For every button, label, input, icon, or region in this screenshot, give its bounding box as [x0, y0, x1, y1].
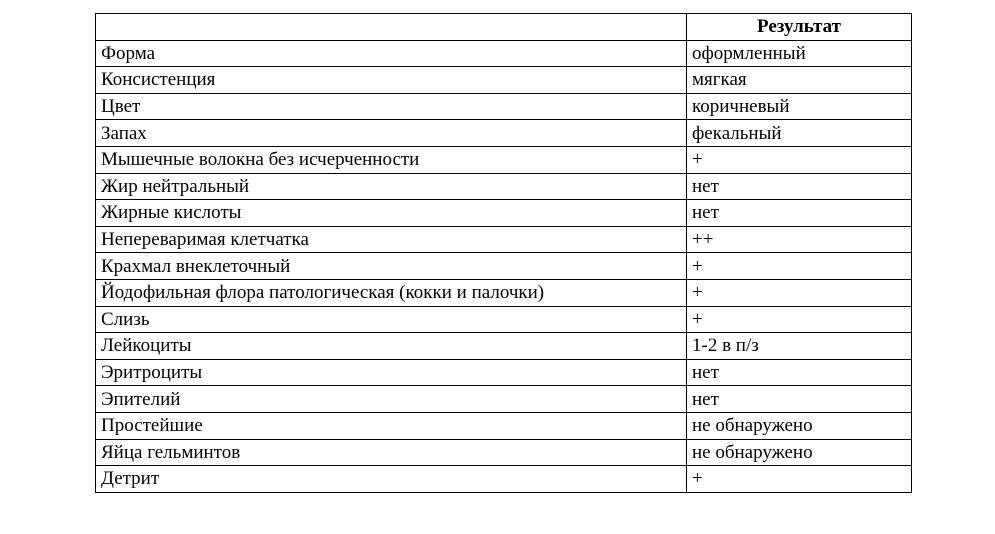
table-row: [96, 466, 912, 493]
parameter-column-header: [96, 14, 687, 41]
table-row: [96, 253, 912, 280]
value-cell: нет: [687, 200, 912, 227]
value-cell: нет: [687, 386, 912, 413]
parameter-cell: Жирные кислоты: [96, 200, 687, 227]
table-row: [96, 226, 912, 253]
table-row: [96, 40, 912, 67]
parameter-cell: Жир нейтральный: [96, 173, 687, 200]
table-row: [96, 386, 912, 413]
parameter-cell: Эпителий: [96, 386, 687, 413]
parameter-cell: Крахмал внеклеточный: [96, 253, 687, 280]
parameter-cell: Запах: [96, 120, 687, 147]
table-row: [96, 67, 912, 94]
value-cell: фекальный: [687, 120, 912, 147]
parameter-cell: Простейшие: [96, 412, 687, 439]
table-header-row: [96, 14, 912, 41]
value-cell: нет: [687, 173, 912, 200]
table-row: [96, 306, 912, 333]
value-cell: +: [687, 279, 912, 306]
table-row: [96, 200, 912, 227]
value-cell: не обнаружено: [687, 439, 912, 466]
value-cell: 1-2 в п/з: [687, 333, 912, 360]
table-row: [96, 279, 912, 306]
parameter-cell: Яйца гельминтов: [96, 439, 687, 466]
table-row: [96, 412, 912, 439]
parameter-cell: Цвет: [96, 93, 687, 120]
table-row: [96, 439, 912, 466]
value-cell: ++: [687, 226, 912, 253]
result-column-header: Результат: [687, 14, 912, 41]
value-cell: нет: [687, 359, 912, 386]
table-row: [96, 93, 912, 120]
parameter-cell: Мышечные волокна без исчерченности: [96, 146, 687, 173]
parameter-cell: Йодофильная флора патологическая (кокки и палочки): [96, 279, 687, 306]
parameter-cell: Детрит: [96, 466, 687, 493]
value-cell: коричневый: [687, 93, 912, 120]
value-cell: +: [687, 466, 912, 493]
parameter-cell: Консистенция: [96, 67, 687, 94]
value-cell: +: [687, 306, 912, 333]
value-cell: не обнаружено: [687, 412, 912, 439]
parameter-cell: Слизь: [96, 306, 687, 333]
results-table: [95, 13, 912, 493]
table-row: [96, 120, 912, 147]
table-row: [96, 333, 912, 360]
table-row: [96, 359, 912, 386]
value-cell: мягкая: [687, 67, 912, 94]
value-cell: оформленный: [687, 40, 912, 67]
parameter-cell: Лейкоциты: [96, 333, 687, 360]
table-row: [96, 146, 912, 173]
parameter-cell: Непереваримая клетчатка: [96, 226, 687, 253]
parameter-cell: Форма: [96, 40, 687, 67]
value-cell: +: [687, 253, 912, 280]
table-row: [96, 173, 912, 200]
parameter-cell: Эритроциты: [96, 359, 687, 386]
value-cell: +: [687, 146, 912, 173]
